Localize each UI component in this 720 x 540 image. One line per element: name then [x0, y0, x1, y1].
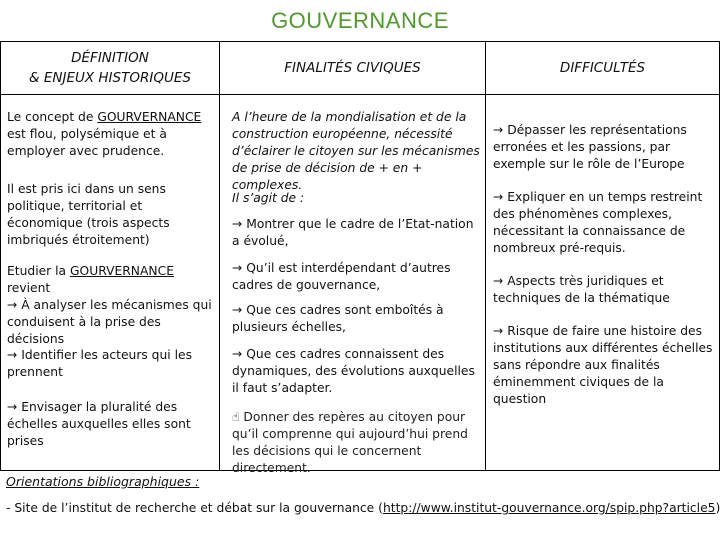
finalites-p2: Il s’agit de :: [232, 191, 305, 205]
header-definition: [1, 42, 219, 94]
term-gourvernance: GOURVERNANCE: [70, 264, 174, 278]
arrow-icon: →: [232, 347, 243, 361]
text: Dépasser les représentations erronées et les passions, par exemple sur le rôle de l’Europe: [493, 123, 687, 171]
column-divider: [485, 42, 486, 470]
finalites-p4: [232, 260, 480, 294]
bibliography-item: [6, 501, 720, 515]
bibliography-link[interactable]: http://www.institut-gouvernance.org/spip.php?article5: [382, 501, 716, 515]
definition-p3: [7, 263, 215, 297]
definition-p2: Il est pris ici dans un sens politique, territorial et économique (trois aspects imbriqués étroitement): [7, 182, 170, 247]
difficultes-p4: [493, 323, 715, 408]
text: Risque de faire une histoire des institutions aux différentes échelles sans répondre aux finalités éminemment civiques de la question: [493, 324, 713, 406]
text: Donner des repères au citoyen pour qu’il comprenne qui aujourd’hui prend les décisions qui le concernent directement.: [232, 410, 468, 475]
arrow-icon: →: [7, 400, 18, 414]
text: Envisager la pluralité des échelles auxquelles elles sont prises: [7, 400, 191, 448]
text: est flou, polysémique et à employer avec prudence.: [7, 127, 167, 158]
page-title: GOUVERNANCE: [271, 8, 449, 33]
finalites-p7: [232, 409, 480, 477]
difficultes-p2: [493, 189, 717, 257]
header-difficultes: DIFFICULTÉS: [559, 60, 646, 76]
text: Que ces cadres sont emboîtés à plusieurs échelles,: [232, 303, 444, 334]
arrow-icon: →: [493, 123, 504, 137]
difficultes-p1: [493, 122, 715, 173]
arrow-icon: →: [7, 298, 18, 312]
text: revient: [7, 281, 51, 295]
gouvernance-table: [0, 41, 720, 475]
definition-p5: [7, 347, 215, 381]
header-finalites: FINALITÉS CIVIQUES: [284, 60, 421, 76]
text: Montrer que le cadre de l’Etat-nation a évolué,: [232, 217, 474, 248]
arrow-icon: →: [493, 190, 504, 204]
arrow-icon: →: [232, 303, 243, 317]
arrow-icon: →: [232, 217, 243, 231]
term-gourvernance: GOURVERNANCE: [97, 110, 202, 124]
text: Le concept de: [7, 110, 98, 124]
text: ): [715, 501, 720, 515]
text: Que ces cadres connaissent des dynamiques, des évolutions auxquelles il faut s’adapter.: [232, 347, 475, 395]
column-divider: [219, 42, 220, 470]
bibliography-title: Orientations bibliographiques :: [6, 474, 200, 489]
arrow-icon: →: [7, 348, 18, 362]
text: Etudier la: [7, 264, 70, 278]
definition-p1: [7, 109, 215, 160]
header-definition-line2: & ENJEUX HISTORIQUES: [29, 70, 191, 86]
definition-p6: [7, 399, 217, 450]
finalites-p5: [232, 302, 480, 336]
text: Aspects très juridiques et techniques de la thématique: [493, 274, 670, 305]
text: - Site de l’institut de recherche et débat sur la gouvernance (: [6, 501, 383, 515]
definition-p4: [7, 297, 215, 348]
arrow-icon: →: [493, 274, 504, 288]
finalites-p3: [232, 216, 480, 250]
text: À analyser les mécanismes qui conduisent à la prise des décisions: [7, 298, 212, 346]
finalites-p1: A l’heure de la mondialisation et de la construction européenne, nécessité d’éclairer le citoyen sur les mécanismes de prise de décision de + en + complexes.: [232, 110, 480, 192]
difficultes-p3: [493, 273, 715, 307]
text: Expliquer en un temps restreint des phénomènes complexes, nécessitant la connaissance de nombreux pré-requis.: [493, 190, 703, 255]
hand-icon: ☝: [232, 410, 240, 424]
arrow-icon: →: [493, 324, 504, 338]
header-definition-line1: DÉFINITION: [71, 50, 149, 66]
finalites-p6: [232, 346, 480, 397]
header-divider: [1, 94, 719, 95]
text: Identifier les acteurs qui les prennent: [7, 348, 192, 379]
text: Qu’il est interdépendant d’autres cadres de gouvernance,: [232, 261, 451, 292]
arrow-icon: →: [232, 261, 243, 275]
